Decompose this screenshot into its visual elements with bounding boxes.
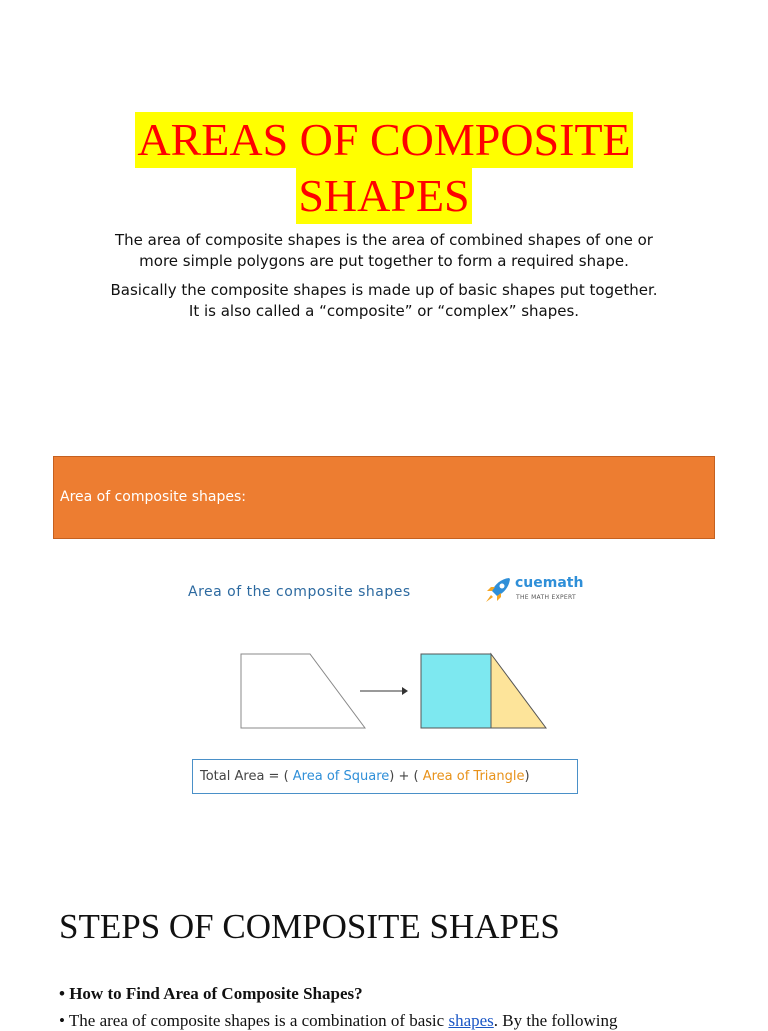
- cuemath-logo: [483, 575, 584, 609]
- bullet2-post: . By the following: [493, 1011, 618, 1030]
- steps-heading: STEPS OF COMPOSITE SHAPES: [59, 907, 560, 946]
- intro-p1-line1: The area of composite shapes is the area of combined shapes of one or: [115, 231, 653, 249]
- bullet1-text: How to Find Area of Composite Shapes?: [69, 984, 363, 1003]
- page-title: [0, 112, 768, 224]
- rocket-icon: [483, 575, 513, 605]
- bullet2-pre: The area of composite shapes is a combination of basic: [68, 1011, 449, 1030]
- intro-p2-line1: Basically the composite shapes is made up of basic shapes put together.: [110, 281, 658, 299]
- bullet-description: • The area of composite shapes is a combination of basic shapes. By the following: [59, 1011, 618, 1030]
- formula-lead: Total Area = (: [200, 769, 293, 784]
- intro-paragraph-2: [60, 280, 708, 322]
- triangle-shape: [491, 654, 546, 728]
- logo-name: cuemath: [515, 575, 584, 591]
- formula-triangle: Area of Triangle: [422, 769, 525, 784]
- figure-title: Area of the composite shapes: [188, 584, 411, 600]
- total-area-formula: [192, 759, 578, 794]
- logo-tagline: THE MATH EXPERT: [516, 594, 576, 601]
- trapezoid-shape: [241, 654, 365, 728]
- intro-paragraph-1: [60, 230, 708, 272]
- arrow-head-icon: [402, 687, 408, 695]
- intro-p1-line2: more simple polygons are put together to form a required shape.: [139, 252, 629, 270]
- intro-p2-line2: It is also called a “composite” or “complex” shapes.: [188, 302, 580, 320]
- title-line-2: SHAPES: [296, 168, 471, 224]
- square-shape: [421, 654, 491, 728]
- formula-end: ): [524, 769, 530, 784]
- shapes-link[interactable]: shapes: [448, 1011, 494, 1030]
- formula-mid: ) + (: [389, 769, 423, 784]
- title-line-1: AREAS OF COMPOSITE: [135, 112, 632, 168]
- section-banner-label: Area of composite shapes:: [60, 489, 246, 505]
- composite-shape-diagram: [230, 645, 560, 735]
- bullet-how-to-find: • How to Find Area of Composite Shapes?: [59, 984, 363, 1003]
- formula-square: Area of Square: [292, 769, 390, 784]
- section-banner: [53, 456, 715, 539]
